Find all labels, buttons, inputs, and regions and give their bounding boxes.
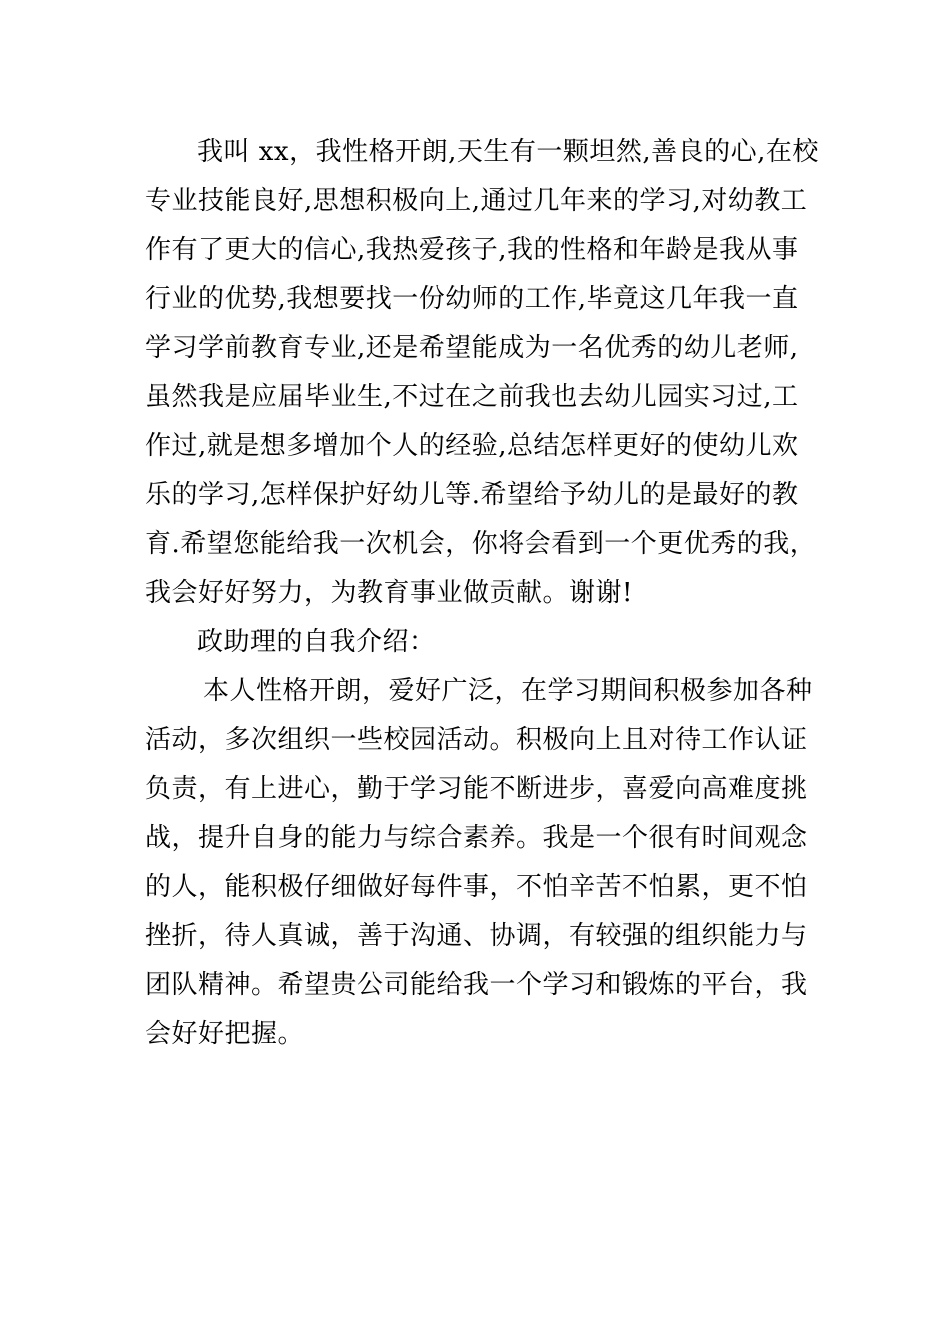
paragraph-line: 学习学前教育专业,还是希望能成为一名优秀的幼儿老师, — [145, 333, 799, 363]
paragraph-line: 本人性格开朗，爱好广泛，在学习期间积极参加各种 — [203, 676, 813, 706]
paragraph-line: 战，提升自身的能力与综合素养。我是一个很有时间观念 — [145, 823, 808, 853]
paragraph-line: 活动，多次组织一些校园活动。积极向上且对待工作认证 — [145, 725, 808, 755]
paragraph-line: 我叫 xx，我性格开朗,天生有一颗坦然,善良的心,在校 — [197, 137, 819, 167]
paragraph-self-intro-assistant — [145, 667, 825, 1059]
paragraph-line: 的人，能积极仔细做好每件事，不怕辛苦不怕累，更不怕 — [145, 872, 808, 902]
paragraph-line: 团队精神。希望贵公司能给我一个学习和锻炼的平台，我 — [145, 970, 808, 1000]
paragraph-line: 会好好把握。 — [145, 1019, 305, 1049]
paragraph-line: 挫折，待人真诚，善于沟通、协调，有较强的组织能力与 — [145, 921, 808, 951]
section-heading: 政助理的自我介绍： — [197, 627, 436, 657]
paragraph-line: 我会好好努力，为教育事业做贡献。谢谢! — [145, 578, 633, 608]
paragraph-line: 作过,就是想多增加个人的经验,总结怎样更好的使幼儿欢 — [145, 431, 799, 461]
paragraph-line: 作有了更大的信心,我热爱孩子,我的性格和年龄是我从事 — [145, 235, 799, 265]
paragraph-line: 负责，有上进心，勤于学习能不断进步，喜爱向高难度挑 — [145, 774, 808, 804]
paragraph-line: 育.希望您能给我一次机会，你将会看到一个更优秀的我， — [145, 529, 817, 559]
document-body — [145, 128, 825, 1059]
paragraph-line: 乐的学习,怎样保护好幼儿等.希望给予幼儿的是最好的教 — [145, 480, 799, 510]
paragraph-line: 虽然我是应届毕业生,不过在之前我也去幼儿园实习过,工 — [145, 382, 799, 412]
paragraph-line: 行业的优势,我想要找一份幼师的工作,毕竟这几年我一直 — [145, 284, 799, 314]
paragraph-self-intro-teacher — [145, 128, 825, 618]
paragraph-line: 专业技能良好,思想积极向上,通过几年来的学习,对幼教工 — [145, 186, 808, 216]
